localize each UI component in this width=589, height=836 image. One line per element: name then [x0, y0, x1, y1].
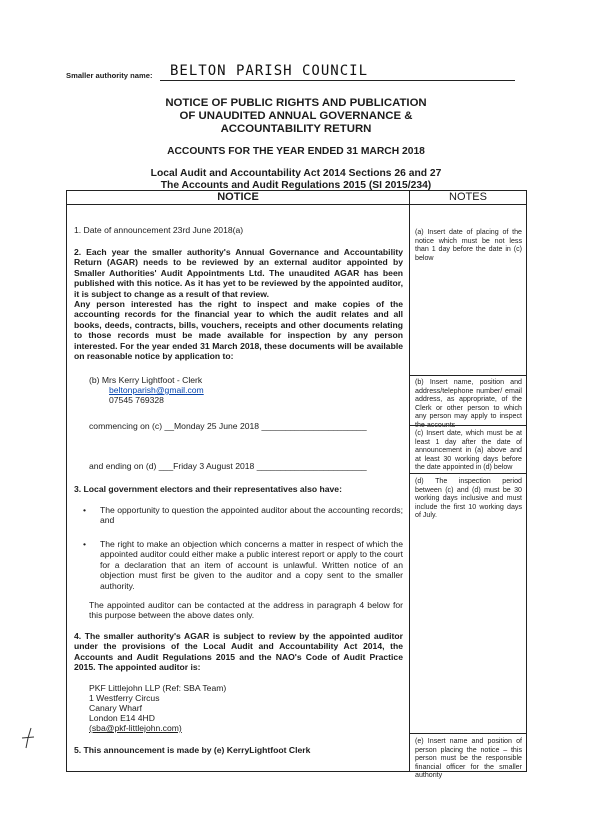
auditor-contact-note: The appointed auditor can be contacted at the address in paragraph 4 below for this purpose between the above dates only.	[89, 600, 403, 621]
title-line-2: OF UNAUDITED ANNUAL GOVERNANCE &	[179, 110, 413, 122]
auditor-address-3: London E14 4HD	[89, 713, 155, 723]
title-block	[66, 97, 526, 136]
notice-header: NOTICE	[67, 191, 410, 205]
margin-pen-mark	[20, 726, 36, 752]
ending-date: and ending on (d) ___Friday 3 August 2018 _______________________	[89, 461, 367, 471]
bullet-dot-2: •	[83, 539, 87, 549]
paragraph-4: 4. The smaller authority's AGAR is subject to review by the appointed auditor under the provisions of the Local Audit and Accountability Act 2014, the Accounts and Audit Regulations 2015 and the NAO's Code of Audit Practice 2015. The appointed auditor is:	[74, 631, 403, 673]
bullet-dot-1: •	[83, 505, 87, 515]
authority-name-handwritten: BELTON PARISH COUNCIL	[170, 63, 369, 79]
note-c: (c) Insert date, which must be at least 1 day after the date of announcement in (a) above and at least 30 working days before the date appointed in (d) below	[415, 429, 522, 472]
notes-header: NOTES	[410, 191, 527, 205]
note-b: (b) Insert name, position and address/telephone number/ email address, as appropriate, of the Clerk or other person to which any person may apply to inspect the accounts	[415, 378, 522, 429]
paragraph-5: 5. This announcement is made by (e) KerryLightfoot Clerk	[74, 745, 311, 755]
notice-body	[67, 205, 409, 771]
title-line-1: NOTICE OF PUBLIC RIGHTS AND PUBLICATION	[165, 97, 427, 109]
notes-divider-1	[410, 375, 526, 376]
clerk-phone: 07545 769328	[109, 395, 164, 405]
bullet-2: The right to make an objection which concerns a matter in respect of which the appointed auditor could either make a public interest report or apply to the court for a declaration that an item of account is unlawful. Written notice of an objection must first be given to the auditor and a copy sent to the smaller authority.	[100, 539, 403, 591]
title-line-3: ACCOUNTABILITY RETURN	[220, 123, 372, 135]
paragraph-1: 1. Date of announcement 23rd June 2018(a)	[74, 225, 244, 235]
clerk-name: (b) Mrs Kerry Lightfoot - Clerk	[89, 375, 203, 385]
notice-column	[67, 205, 410, 772]
legislation-line-2: The Accounts and Audit Regulations 2015 (SI 2015/234)	[160, 179, 432, 191]
notes-divider-2	[410, 425, 526, 426]
auditor-email-link[interactable]: (sba@pkf-littlejohn.com)	[89, 723, 182, 733]
note-a: (a) Insert date of placing of the notice which must be not less than 1 day before the date in (c) below	[415, 228, 522, 262]
paragraph-2b: Any person interested has the right to inspect and make copies of the accounting records for the financial year to which the audit relates and all books, deeds, contracts, bills, vouchers, receipts and other documents relating to those records must be made available for inspection by any person interested. For the year ended 31 March 2018, these documents will be available on reasonable notice by application to:	[74, 299, 403, 362]
auditor-address-1: 1 Westferry Circus	[89, 693, 160, 703]
note-d: (d) The inspection period between (c) and (d) must be 30 working days inclusive and must include the first 10 working days of July.	[415, 477, 522, 520]
accounts-year: ACCOUNTS FOR THE YEAR ENDED 31 MARCH 2018	[167, 146, 425, 157]
bullet-1: The opportunity to question the appointed auditor about the accounting records; and	[100, 505, 403, 526]
notice-table	[66, 190, 527, 780]
notes-body	[410, 205, 526, 780]
paragraph-3: 3. Local government electors and their representatives also have:	[74, 484, 342, 494]
auditor-name: PKF Littlejohn LLP (Ref: SBA Team)	[89, 683, 227, 693]
clerk-email-link[interactable]: beltonparish@gmail.com	[109, 385, 204, 395]
notes-divider-3	[410, 473, 526, 474]
note-e: (e) Insert name and position of person placing the notice – this person must be the responsible financial officer for the smaller authority	[415, 737, 522, 780]
paragraph-2a: 2. Each year the smaller authority's Annual Governance and Accountability Return (AGAR) needs to be reviewed by an external auditor appointed by Smaller Authorities' Audit Appointments Ltd. The unaudited AGAR has been published with this notice. As it has yet to be reviewed by the appointed auditor, it is subject to change as a result of that review.	[74, 247, 403, 299]
authority-label: Smaller authority name:	[66, 71, 153, 80]
legislation-block	[66, 168, 526, 191]
notes-divider-4	[410, 733, 526, 734]
authority-name-underline	[160, 80, 515, 81]
commencing-date: commencing on (c) __Monday 25 June 2018 ______________________	[89, 421, 367, 431]
legislation-line-1: Local Audit and Accountability Act 2014 Sections 26 and 27	[150, 168, 442, 179]
notes-column	[410, 205, 527, 780]
auditor-address-2: Canary Wharf	[89, 703, 143, 713]
